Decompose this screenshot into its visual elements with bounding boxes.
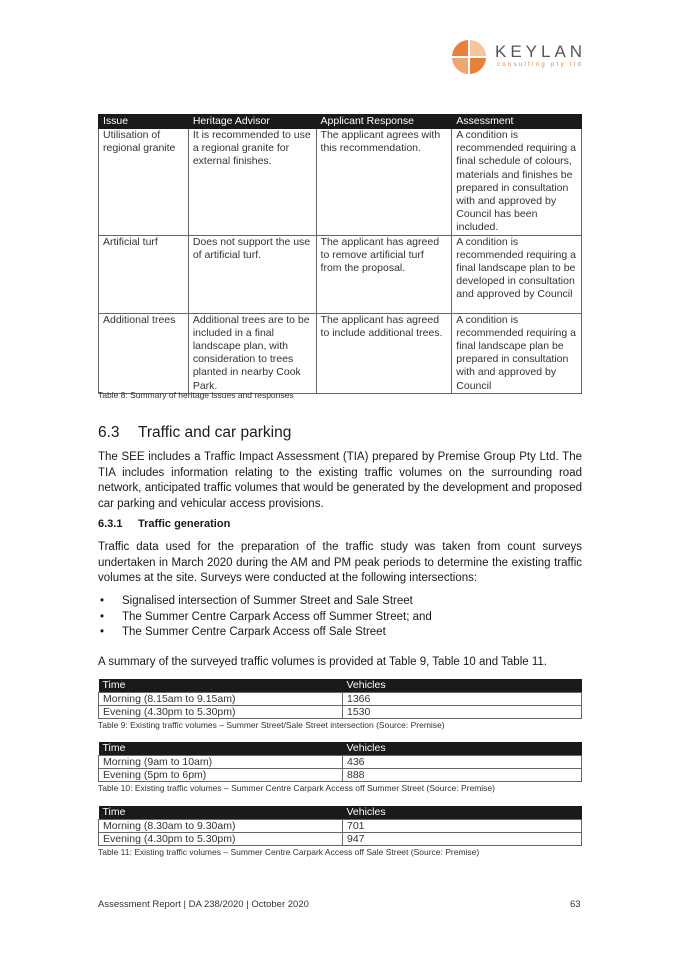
table-cell: Morning (8.30am to 9.30am) (99, 820, 343, 833)
column-header: Issue (99, 115, 189, 129)
table-cell: 701 (343, 820, 582, 833)
table-cell: Does not support the use of artificial turf. (188, 235, 316, 313)
page-number: 63 (570, 899, 581, 910)
table-cell: 1530 (343, 706, 582, 719)
heritage-table (98, 114, 582, 394)
table-cell: A condition is recommended requiring a final schedule of colours, materials and finishes be prepared in consultation with and approved by Council has been included. (452, 129, 582, 236)
table-cell: A condition is recommended requiring a final landscape plan to be developed in consultation and approved by Council (452, 235, 582, 313)
table-caption: Table 9: Existing traffic volumes – Summer Street/Sale Street intersection (Source: Premise) (98, 720, 445, 730)
table-caption: Table 8: Summary of heritage issues and responses (98, 390, 294, 400)
table-cell: Artificial turf (99, 235, 189, 313)
logo-mark-icon (452, 40, 486, 74)
table-row (99, 129, 582, 236)
section-intro: The SEE includes a Traffic Impact Assessment (TIA) prepared by Premise Group Pty Ltd. The TIA includes information relating to the existing traffic volumes on the surrounding road network, anticipated traffic volumes that would be generated by the development and proposed car parking and vehicular access provisions. (98, 451, 582, 510)
list-item: • The Summer Centre Carpark Access off Sale Street (98, 625, 432, 641)
subsection-paragraph: Traffic data used for the preparation of the traffic study was taken from count surveys undertaken in March 2020 during the AM and PM peak periods to determine the existing traffic volumes at the site. Surveys were conducted at the following intersections: (98, 541, 582, 584)
logo-name: KEYLAN (495, 42, 587, 61)
table-row (99, 833, 582, 846)
table-caption: Table 11: Existing traffic volumes – Summer Centre Carpark Access off Sale Street (Source: Premise) (98, 847, 480, 857)
table-cell: 888 (343, 769, 582, 782)
column-header: Time (99, 742, 343, 756)
column-header: Time (99, 806, 343, 820)
intersection-list (98, 594, 432, 641)
column-header: Applicant Response (316, 115, 452, 129)
column-header: Vehicles (343, 742, 582, 756)
table-cell: 436 (343, 756, 582, 769)
column-header: Vehicles (343, 806, 582, 820)
table-cell: Utilisation of regional granite (99, 129, 189, 236)
table-header-row (99, 679, 582, 693)
table-row (99, 235, 582, 313)
table-cell: Additional trees are to be included in a final landscape plan, with consideration to trees planted in nearby Cook Park. (188, 313, 316, 393)
column-header: Assessment (452, 115, 582, 129)
table-cell: It is recommended to use a regional granite for external finishes. (188, 129, 316, 236)
table-cell: Morning (8.15am to 9.15am) (99, 693, 343, 706)
table-header-row (99, 115, 582, 129)
table-header-row (99, 742, 582, 756)
logo-tagline: consulting pty ltd (497, 62, 584, 68)
section-heading (98, 424, 291, 442)
table-cell: Evening (4.30pm to 5.30pm) (99, 833, 343, 846)
table-header-row (99, 806, 582, 820)
table-cell: The applicant agrees with this recommendation. (316, 129, 452, 236)
section-number: 6.3 (98, 424, 120, 441)
column-header: Vehicles (343, 679, 582, 693)
table-row (99, 706, 582, 719)
column-header: Heritage Advisor (188, 115, 316, 129)
table-cell: Evening (5pm to 6pm) (99, 769, 343, 782)
traffic-table-10 (98, 742, 582, 782)
table-row (99, 693, 582, 706)
table-row (99, 769, 582, 782)
table-cell: The applicant has agreed to include additional trees. (316, 313, 452, 393)
table-cell: A condition is recommended requiring a final landscape plan be prepared in consultation with and approved by Council (452, 313, 582, 393)
table-cell: 1366 (343, 693, 582, 706)
table-row (99, 756, 582, 769)
list-item: • Signalised intersection of Summer Street and Sale Street (98, 594, 432, 610)
table-cell: The applicant has agreed to remove artificial turf from the proposal. (316, 235, 452, 313)
traffic-table-11 (98, 806, 582, 846)
table-cell: Additional trees (99, 313, 189, 393)
column-header: Time (99, 679, 343, 693)
table-cell: Evening (4.30pm to 5.30pm) (99, 706, 343, 719)
subsection-heading (98, 518, 230, 530)
table-row (99, 313, 582, 393)
subsection-title: Traffic generation (138, 518, 231, 530)
list-item: • The Summer Centre Carpark Access off Summer Street; and (98, 610, 432, 626)
section-title: Traffic and car parking (138, 424, 292, 441)
subsection-number: 6.3.1 (98, 518, 123, 530)
table-cell: 947 (343, 833, 582, 846)
traffic-table-9 (98, 679, 582, 719)
table-row (99, 820, 582, 833)
table-caption: Table 10: Existing traffic volumes – Summer Centre Carpark Access off Summer Street (Source: Premise) (98, 783, 495, 793)
page-footer: Assessment Report | DA 238/2020 | October 2020 (98, 899, 309, 910)
summary-paragraph: A summary of the surveyed traffic volumes is provided at Table 9, Table 10 and Table 11. (98, 656, 547, 668)
company-logo (452, 38, 592, 78)
table-cell: Morning (9am to 10am) (99, 756, 343, 769)
